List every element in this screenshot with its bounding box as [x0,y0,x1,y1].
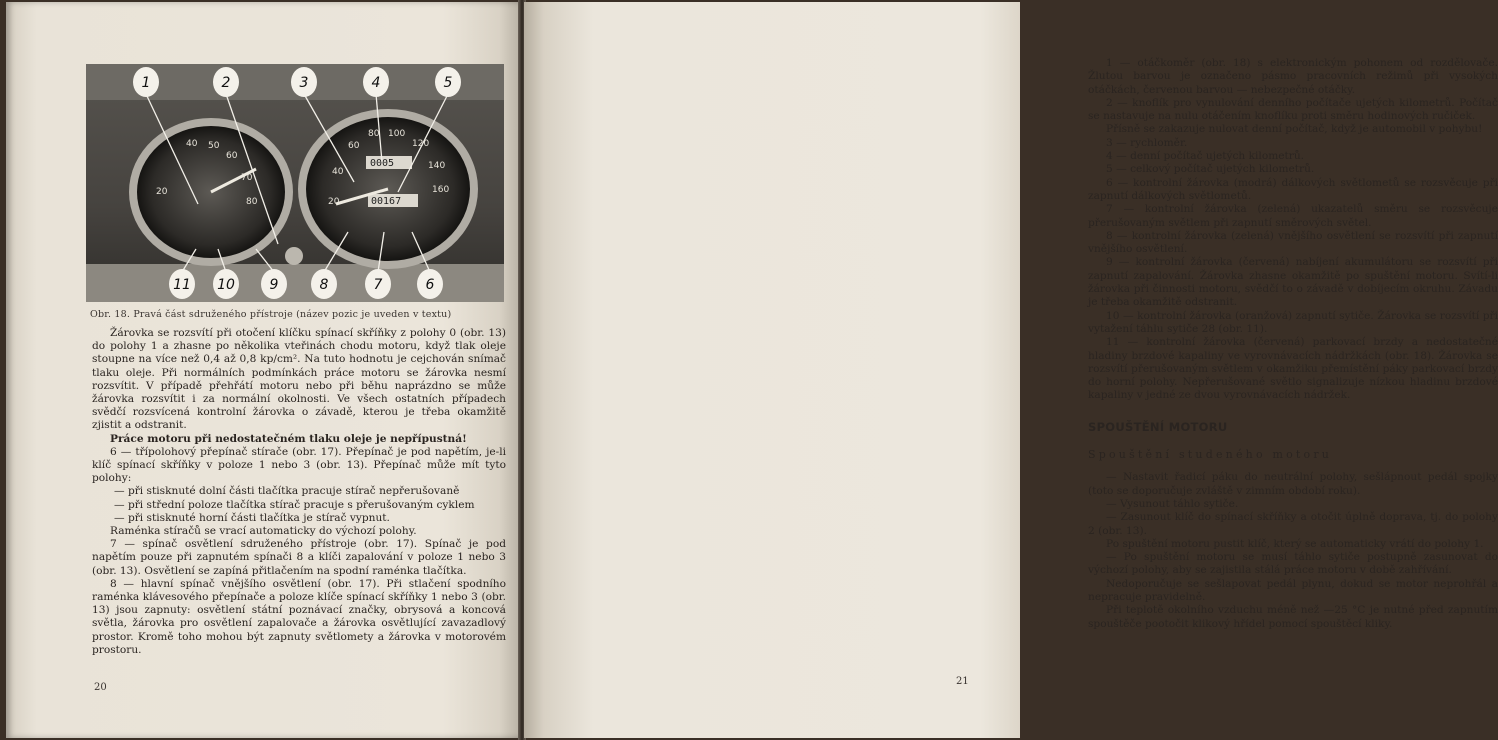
svg-text:60: 60 [226,151,238,161]
svg-text:40: 40 [332,167,344,177]
paragraph-p6: — při stisknuté horní části tlačítka je stírač vypnut. [114,511,390,524]
trip-counter-value: 0005 [370,158,395,169]
callout-label-6: 6 [425,277,435,293]
callout-label-7: 7 [373,277,383,293]
paragraph-p9: 8 — hlavní spínač vnějšího osvětlení (obr. 17). Při stlačení spodního raménka klávesového přepínače a poloze klíče spínací skříňky 1 nebo 3 (obr. 13) jsou zapnuty: osvětlení státní poznávací značky, obrysová a koncová světla, žárovka pro osvětlení zapalovače a žárovka osvětlující zavazadlový prostor. Kromě toho mohou být zapnuty světlomety a žárovka v motorovém prostoru. [92,577,506,656]
callout-label-4: 4 [371,75,381,91]
paragraph-s6: Nedoporučuje se sešlapovat pedál plynu, dokud se motor neprohřál a nepracuje pravidelně. [1088,577,1498,603]
svg-text:50: 50 [208,141,220,151]
paragraph-r3: Přísně se zakazuje nulovat denní počítač, když je automobil v pohybu! [1106,123,1483,136]
svg-text:40: 40 [186,139,198,149]
svg-text:120: 120 [412,139,430,149]
paragraph-s5: — Po spuštění motoru se musí táhlo sytiče postupně zasunovat do výchozí polohy, aby se zajistila stálá práce motoru v době zahřívání. [1088,551,1498,577]
figure-caption: Obr. 18. Pravá část sdruženého přístroje (název pozic je uveden v textu) [90,309,452,320]
paragraph-r2: 2 — knoflík pro vynulování denního počítače ujetých kilometrů. Počítač se nastavuje na nulu otáčením knoflíku proti směru hodinových ručiček. [1088,96,1498,123]
page-number-right: 21 [956,676,969,687]
callout-label-2: 2 [221,75,231,91]
paragraph-s1: — Nastavit řadicí páku do neutrální polohy, sešlápnout pedál spojky (toto se doporučuje zvláště v zimním období roku). [1088,471,1498,497]
paragraph-p1: Žárovka se rozsvítí při otočení klíčku spínací skříňky z polohy 0 (obr. 13) do polohy 1 a zhasne po několika vteřinách chodu motoru, když tlak oleje stoupne na více než 0,4 až 0,8 kp/cm². Na tuto hodnotu je cejchován snímač tlaku oleje. Při normálních podmínkách práce motoru se žárovka nesmí rozsvítit. V případě přehřátí motoru nebo při běhu naprázdno se může žárovka rozsvítit i za normální okolnosti. Ve všech ostatních případech svědčí rozsvícená kontrolní žárovka o závadě, kterou je třeba okamžitě zjistit a odstranit. [92,327,506,432]
left-page [6,2,520,738]
callout-label-5: 5 [443,75,453,91]
paragraph-r10: 9 — kontrolní žárovka (červená) nabíjení akumulátoru se rozsvítí při zapnutí zapalování. Žárovka zhasne okamžitě po spuštění motoru. Svítí-li žárovka při činnosti motoru, svědčí to o závadě v dobíjecím okruhu. Závadu je třeba okamžitě odstranit. [1088,256,1498,309]
paragraph-p7: Raménka stíračů se vrací automaticky do výchozí polohy. [110,525,417,538]
page-number-left: 20 [94,682,107,693]
paragraph-p8: 7 — spínač osvětlení sdruženého přístroje (obr. 17). Spínač je pod napětím pouze při zapnutém spínači 8 a klíči zapalování v poloze 1 nebo 3 (obr. 13). Osvětlení se zapíná přitlačením na spodní raménka tlačítka. [92,538,506,577]
paragraph-s3: — Zasunout klíč do spínací skříňky a otočit úplně doprava, tj. do polohy 2 (obr. 13). [1088,511,1498,537]
callout-label-11: 11 [173,277,191,293]
instrument-legend [1088,57,1498,403]
callout-label-10: 10 [217,277,235,293]
starting-instructions [1088,471,1498,631]
subsection-heading: Spouštění studeného motoru [1088,448,1333,462]
right-page [524,2,1498,738]
callout-label-8: 8 [319,277,329,293]
callout-label-9: 9 [269,277,279,293]
svg-text:100: 100 [388,129,406,139]
svg-text:160: 160 [432,185,450,195]
svg-text:140: 140 [428,161,446,171]
paragraph-s7: Při teplotě okolního vzduchu méně než —25 °C je nutné před zapnutím spouštěče pootočit klikový hřídel pomocí spouštěcí kliky. [1088,604,1498,630]
instrument-cluster-photo [86,64,504,302]
left-body-text [92,327,506,657]
svg-text:20: 20 [156,187,168,197]
svg-text:60: 60 [348,141,360,151]
instrument-cluster-illustration [86,64,504,302]
svg-text:70: 70 [241,173,253,183]
callout-label-1: 1 [141,75,151,91]
paragraph-s4: Po spuštění motoru pustit klíč, který se automaticky vrátí do polohy 1. [1106,537,1484,550]
right-body-text [1088,57,1498,631]
trip-reset-knob [285,247,303,265]
odometer-value: 00167 [371,196,402,207]
section-heading: SPOUŠTĚNÍ MOTORU [1088,419,1228,434]
paragraph-r8: 7 — kontrolní žárovka (zelená) ukazatelů směru se rozsvěcuje přerušovaným světlem při zapnutí směrových světel. [1088,203,1498,229]
paragraph-r4: 3 — rychloměr. [1106,136,1188,149]
paragraph-r1: 1 — otáčkoměr (obr. 18) s elektronickým pohonem od rozdělovače. Žlutou barvou je označeno pásmo pracovních režimů při vysokých otáčkách, červenou barvou — nebezpečné otáčky. [1088,57,1498,96]
svg-text:20: 20 [328,197,340,207]
paragraph-r11: 10 — kontrolní žárovka (oranžová) zapnutí sytiče. Žárovka se rozsvítí při vytažení táhlu sytiče 28 (obr. 11). [1088,309,1498,335]
paragraph-r7: 6 — kontrolní žárovka (modrá) dálkových světlometů se rozsvěcuje při zapnutí dálkových světlometů. [1088,176,1498,202]
svg-text:80: 80 [246,197,258,207]
paragraph-r6: 5 — celkový počítač ujetých kilometrů. [1106,163,1315,176]
svg-text:80: 80 [368,129,380,139]
paragraph-p4: — při stisknuté dolní části tlačítka pracuje stírač nepřerušovaně [114,485,460,498]
paragraph-p3: 6 — třípolohový přepínač stírače (obr. 17). Přepínač je pod napětím, je-li klíč spínací skříňky v poloze 1 nebo 3 (obr. 13). Přepínač může mít tyto polohy: [92,445,506,485]
paragraph-r5: 4 — denní počítač ujetých kilometrů. [1106,150,1305,163]
paragraph-r12: 11 — kontrolní žárovka (červená) parkovací brzdy a nedostatečné hladiny brzdové kapaliny ve vyrovnávacích nádržkách (obr. 18). Žárovka se rozsvítí přerušovaným světlem v okamžiku přemístění páky parkovací brzdy do horní polohy. Nepřerušované světlo signalizuje nízkou hladinu brzdové kapaliny v jedné ze dvou vyrovnávacích nádržek. [1088,336,1498,402]
paragraph-p2: Práce motoru při nedostatečném tlaku oleje je nepřípustná! [110,432,467,445]
paragraph-p5: — při střední poloze tlačítka stírač pracuje s přerušovaným cyklem [114,498,475,511]
paragraph-r9: 8 — kontrolní žárovka (zelená) vnějšího osvětlení se rozsvítí při zapnutí vnějšího osvětlení. [1088,229,1498,256]
callout-label-3: 3 [299,75,309,91]
paragraph-s2: — Vysunout táhlo sytiče. [1106,497,1239,510]
